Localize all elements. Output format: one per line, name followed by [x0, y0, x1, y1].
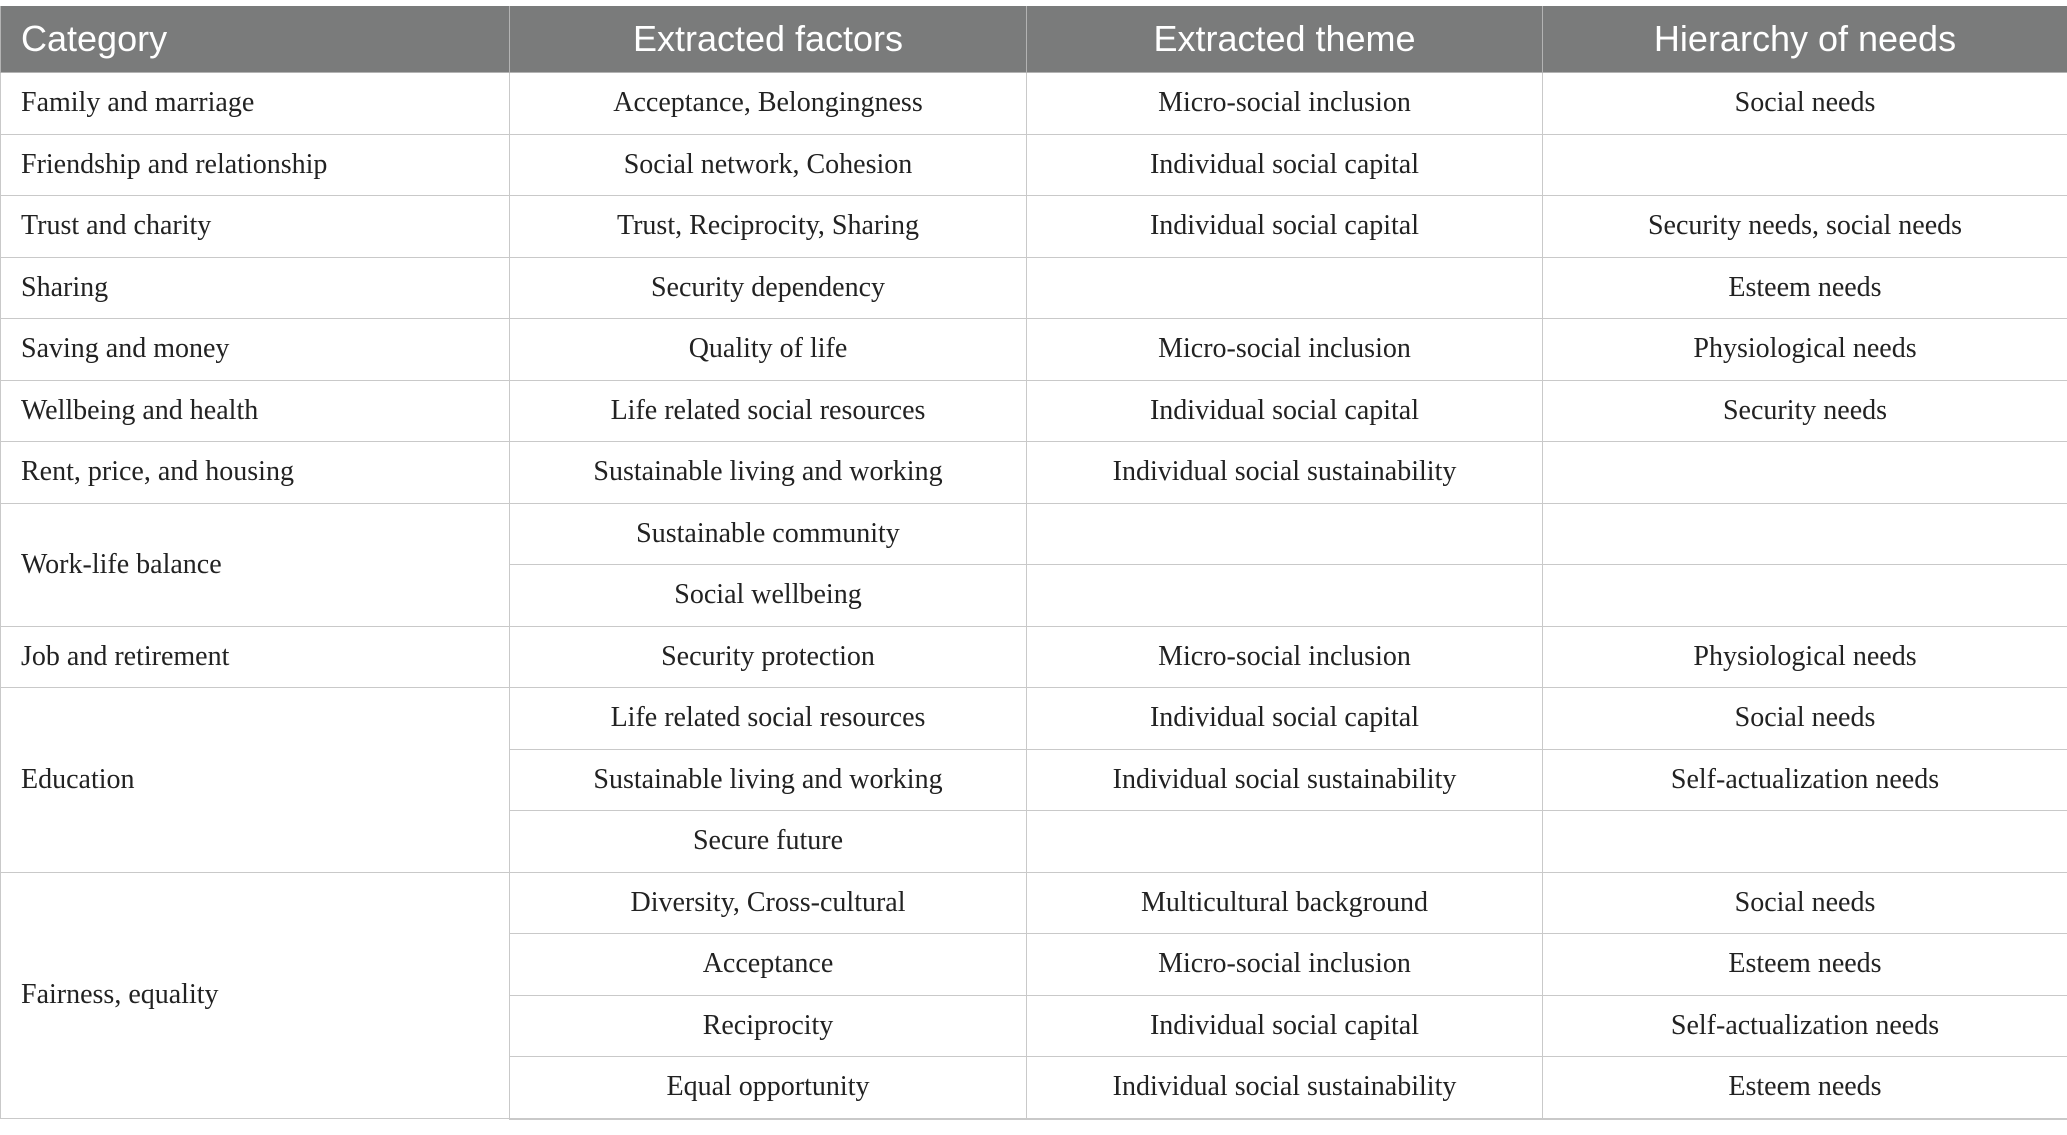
theme-cell: Individual social sustainability — [1027, 442, 1543, 504]
table-header — [1, 6, 2067, 73]
needs-cell: Physiological needs — [1543, 626, 2067, 688]
category-cell: Wellbeing and health — [1, 380, 510, 442]
table-row — [1, 257, 2067, 319]
theme-cell: Individual social capital — [1027, 380, 1543, 442]
column-header-category: Category — [1, 6, 510, 73]
factors-cell: Equal opportunity — [510, 1057, 1027, 1119]
needs-cell — [1543, 134, 2067, 196]
table-row — [1, 503, 2067, 565]
factors-cell: Reciprocity — [510, 995, 1027, 1057]
factors-cell: Social wellbeing — [510, 565, 1027, 627]
theme-cell: Individual social capital — [1027, 995, 1543, 1057]
factors-cell: Secure future — [510, 811, 1027, 873]
table-row — [1, 380, 2067, 442]
needs-cell: Self-actualization needs — [1543, 995, 2067, 1057]
factors-cell: Acceptance — [510, 934, 1027, 996]
needs-cell: Physiological needs — [1543, 319, 2067, 381]
theme-cell: Individual social capital — [1027, 196, 1543, 258]
needs-cell: Social needs — [1543, 872, 2067, 934]
category-cell: Job and retirement — [1, 626, 510, 688]
header-row — [1, 6, 2067, 73]
table-row — [1, 442, 2067, 504]
theme-cell: Individual social capital — [1027, 688, 1543, 750]
factors-cell: Sustainable living and working — [510, 749, 1027, 811]
category-cell: Education — [1, 688, 510, 873]
needs-cell: Security needs — [1543, 380, 2067, 442]
factors-cell: Life related social resources — [510, 688, 1027, 750]
table-row — [1, 688, 2067, 750]
category-cell: Fairness, equality — [1, 872, 510, 1119]
category-cell: Saving and money — [1, 319, 510, 381]
theme-cell: Micro-social inclusion — [1027, 934, 1543, 996]
needs-cell: Social needs — [1543, 688, 2067, 750]
factors-cell: Sustainable living and working — [510, 442, 1027, 504]
table-row — [1, 73, 2067, 135]
category-cell: Friendship and relationship — [1, 134, 510, 196]
table-body — [1, 73, 2067, 1119]
needs-cell: Esteem needs — [1543, 257, 2067, 319]
needs-cell: Esteem needs — [1543, 934, 2067, 996]
category-cell: Sharing — [1, 257, 510, 319]
factors-cell: Acceptance, Belongingness — [510, 73, 1027, 135]
theme-cell: Individual social sustainability — [1027, 1057, 1543, 1119]
needs-table — [0, 6, 2067, 1120]
table-row — [1, 319, 2067, 381]
needs-cell — [1543, 811, 2067, 873]
theme-cell: Micro-social inclusion — [1027, 319, 1543, 381]
factors-cell: Diversity, Cross-cultural — [510, 872, 1027, 934]
table-row — [1, 196, 2067, 258]
table-row — [1, 134, 2067, 196]
theme-cell: Multicultural background — [1027, 872, 1543, 934]
column-header-needs: Hierarchy of needs — [1543, 6, 2067, 73]
category-cell: Work-life balance — [1, 503, 510, 626]
factors-cell: Security dependency — [510, 257, 1027, 319]
needs-cell: Esteem needs — [1543, 1057, 2067, 1119]
needs-cell — [1543, 503, 2067, 565]
theme-cell: Micro-social inclusion — [1027, 626, 1543, 688]
theme-cell: Individual social capital — [1027, 134, 1543, 196]
theme-cell — [1027, 811, 1543, 873]
needs-cell: Social needs — [1543, 73, 2067, 135]
theme-cell — [1027, 565, 1543, 627]
theme-cell: Individual social sustainability — [1027, 749, 1543, 811]
category-cell: Rent, price, and housing — [1, 442, 510, 504]
column-header-factors: Extracted factors — [510, 6, 1027, 73]
needs-cell — [1543, 565, 2067, 627]
category-cell: Trust and charity — [1, 196, 510, 258]
column-header-theme: Extracted theme — [1027, 6, 1543, 73]
table-row — [1, 872, 2067, 934]
category-cell: Family and marriage — [1, 73, 510, 135]
needs-cell: Security needs, social needs — [1543, 196, 2067, 258]
factors-cell: Security protection — [510, 626, 1027, 688]
factors-cell: Life related social resources — [510, 380, 1027, 442]
theme-cell — [1027, 257, 1543, 319]
factors-cell: Quality of life — [510, 319, 1027, 381]
needs-cell — [1543, 442, 2067, 504]
needs-cell: Self-actualization needs — [1543, 749, 2067, 811]
factors-cell: Social network, Cohesion — [510, 134, 1027, 196]
factors-cell: Sustainable community — [510, 503, 1027, 565]
theme-cell — [1027, 503, 1543, 565]
theme-cell: Micro-social inclusion — [1027, 73, 1543, 135]
factors-cell: Trust, Reciprocity, Sharing — [510, 196, 1027, 258]
table-row — [1, 626, 2067, 688]
